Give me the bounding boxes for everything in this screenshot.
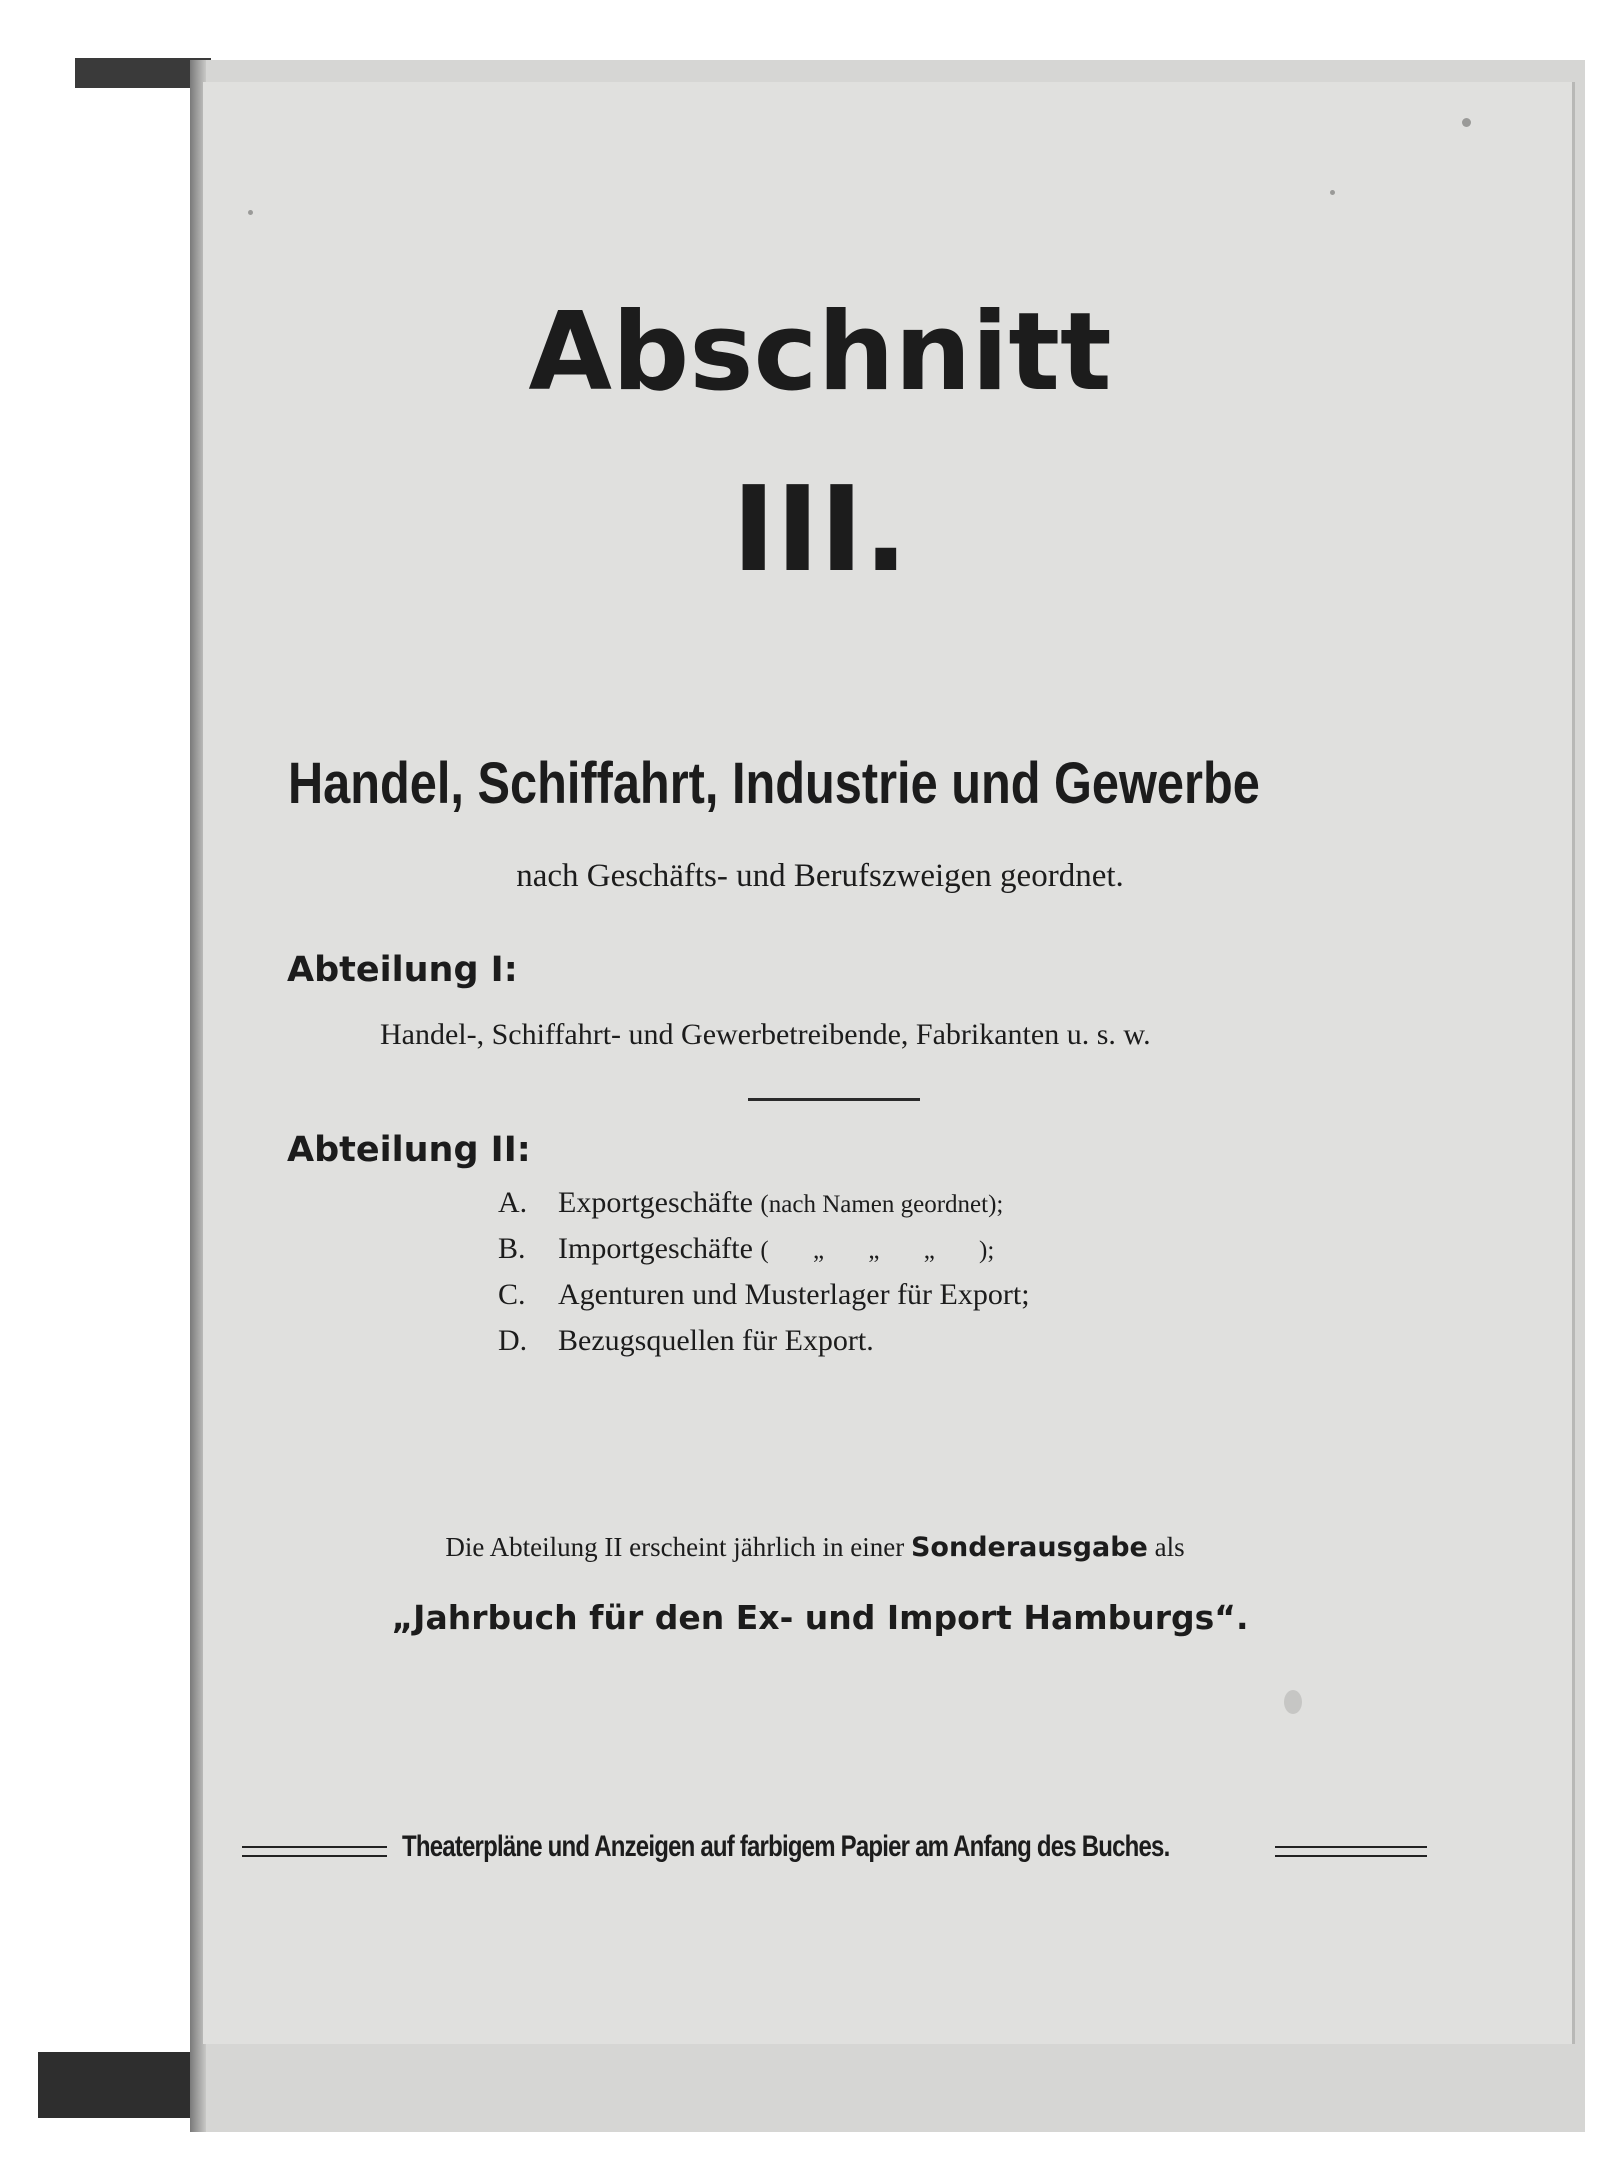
list-item	[498, 1186, 1030, 1232]
list-item-letter: D.	[498, 1324, 528, 1357]
list-item-text: Agenturen und Musterlager für Export;	[558, 1278, 1030, 1311]
list-item-note: (nach Namen geordnet);	[760, 1191, 1004, 1218]
scan-speck	[1284, 1690, 1302, 1714]
divider-rule	[748, 1098, 920, 1101]
main-heading: Handel, Schiffahrt, Industrie und Gewerbe	[288, 751, 1260, 816]
list-item-text: Importgeschäfte	[558, 1232, 753, 1265]
list-item-letter: A.	[498, 1186, 528, 1219]
footer-text: Theaterpläne und Anzeigen auf farbigem Papier am Anfang des Buches.	[402, 1830, 1170, 1863]
list-item-note: ( „ „ „ );	[760, 1237, 995, 1264]
footer-row	[242, 1826, 1427, 1870]
list-item-letter: C.	[498, 1278, 526, 1311]
subheading: nach Geschäfts- und Berufszweigen geordnet.	[516, 858, 1124, 894]
notice-emphasis: Sonderausgabe	[910, 1532, 1148, 1563]
list-item-text: Bezugsquellen für Export.	[558, 1324, 874, 1357]
department-1-description: Handel-, Schiffahrt- und Gewerbetreibende, Fabrikanten u. s. w.	[380, 1018, 1151, 1051]
section-label: Abschnitt	[528, 290, 1112, 415]
yearbook-title: „Jahrbuch für den Ex- und Import Hamburgs“.	[391, 1598, 1249, 1637]
notice-prefix: Die Abteilung II erscheint jährlich in einer	[445, 1532, 905, 1562]
department-2-title: Abteilung II:	[287, 1130, 531, 1170]
section-number: III.	[731, 460, 909, 598]
list-item	[498, 1278, 1030, 1324]
list-item-text: Exportgeschäfte	[558, 1186, 753, 1219]
notice-line	[0, 1532, 1600, 1563]
scan-speck	[1330, 190, 1335, 195]
department-2-list	[498, 1186, 1030, 1370]
department-1-title: Abteilung I:	[287, 950, 518, 990]
footer-rule-left	[242, 1846, 387, 1857]
binding-tab-bottom	[38, 2052, 208, 2118]
notice-suffix: als	[1154, 1532, 1185, 1562]
footer-rule-right	[1275, 1846, 1427, 1857]
scan-speck	[248, 210, 253, 215]
list-item	[498, 1324, 1030, 1370]
scan-speck	[1462, 118, 1471, 127]
list-item-letter: B.	[498, 1232, 526, 1265]
list-item	[498, 1232, 1030, 1278]
